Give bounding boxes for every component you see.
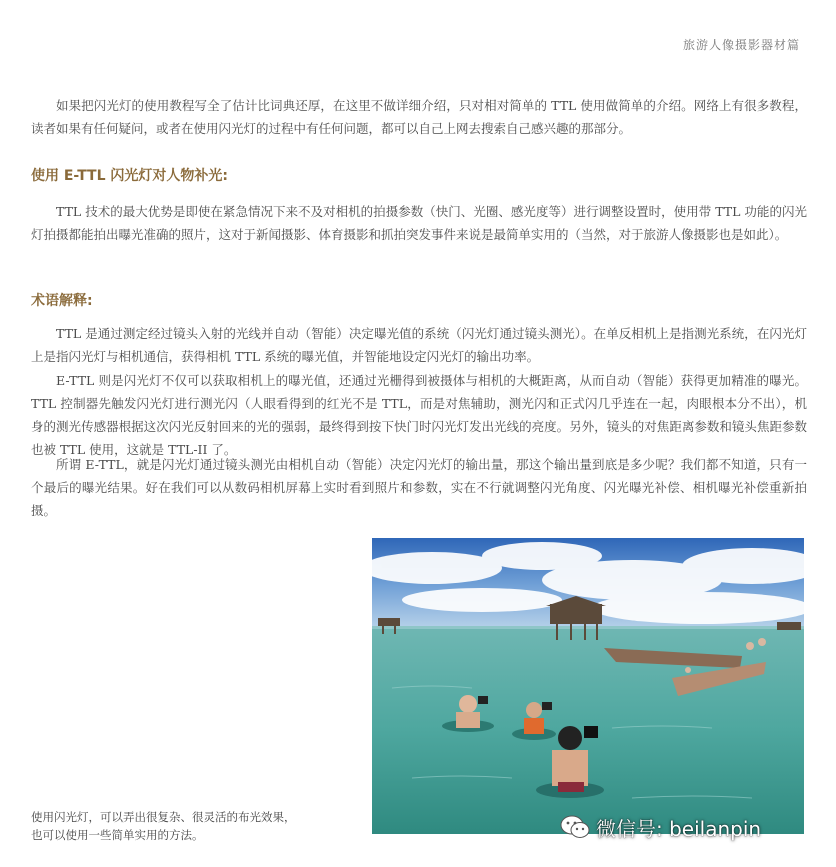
photo-caption	[31, 808, 351, 844]
terms-paragraph-ttl: TTL 是通过测定经过镜头入射的光线并自动（智能）决定曝光值的系统（闪光灯通过镜头测光）。在单反相机上是指测光系统，在闪光灯上是指闪光灯与相机通信，获得相机 TTL 系统的曝光值，并智能地设定闪光灯的输出功率。	[31, 326, 807, 364]
wechat-id-text: 微信号: beilanpin	[596, 816, 762, 841]
photo-caption-line-2: 也可以使用一些简单实用的方法。	[31, 828, 204, 842]
photo-caption-line-1: 使用闪光灯，可以弄出很复杂、很灵活的布光效果，	[31, 810, 296, 824]
wechat-icon	[560, 814, 590, 840]
section-heading-terms: 术语解释:	[31, 293, 93, 309]
terms-paragraph-ettl: E-TTL 则是闪光灯不仅可以获取相机上的曝光值，还通过光栅得到被摄体与相机的大概距离，从而自动（智能）获得更加精准的曝光。TTL 控制器先触发闪光灯进行测光闪（人眼看得到的红光不是 TTL，而是对焦辅助，测光闪和正式闪几乎连在一起，肉眼根本分不出），机身的测光传感器根据这次闪光反射回来的光的强弱，最终得到按下快门时闪光灯发出光线的亮度。另外，镜头的对焦距离参数和镜头焦距参数也被 TTL 使用，这就是 TTL-II 了。	[31, 373, 807, 457]
section-heading-ettl: 使用 E-TTL 闪光灯对人物补光:	[31, 168, 229, 184]
ettl-paragraph: TTL 技术的最大优势是即使在紧急情况下来不及对相机的拍摄参数（快门、光圈、感光度等）进行调整设置时，使用带 TTL 功能的闪光灯拍摄都能拍出曝光准确的照片，这对于新闻摄影、体育摄影和抓拍突发事件来说是最简单实用的（当然，对于旅游人像摄影也是如此）。	[31, 204, 807, 242]
wechat-watermark	[560, 812, 761, 842]
page-header-title: 旅游人像摄影器材篇	[682, 38, 800, 52]
photo-photographers-in-sea	[372, 538, 804, 834]
terms-paragraph-definition: 所谓 E-TTL，就是闪光灯通过镜头测光由相机自动（智能）决定闪光灯的输出量，那这个输出量到底是多少呢？我们都不知道，只有一个最后的曝光结果。好在我们可以从数码相机屏幕上实时看到照片和参数，实在不行就调整闪光角度、闪光曝光补偿、相机曝光补偿重新拍摄。	[31, 457, 807, 518]
intro-paragraph: 如果把闪光灯的使用教程写全了估计比词典还厚，在这里不做详细介绍，只对相对简单的 TTL 使用做简单的介绍。网络上有很多教程，读者如果有任何疑问，或者在使用闪光灯的过程中有任何问题，都可以自己上网去搜索自己感兴趣的那部分。	[31, 98, 807, 136]
